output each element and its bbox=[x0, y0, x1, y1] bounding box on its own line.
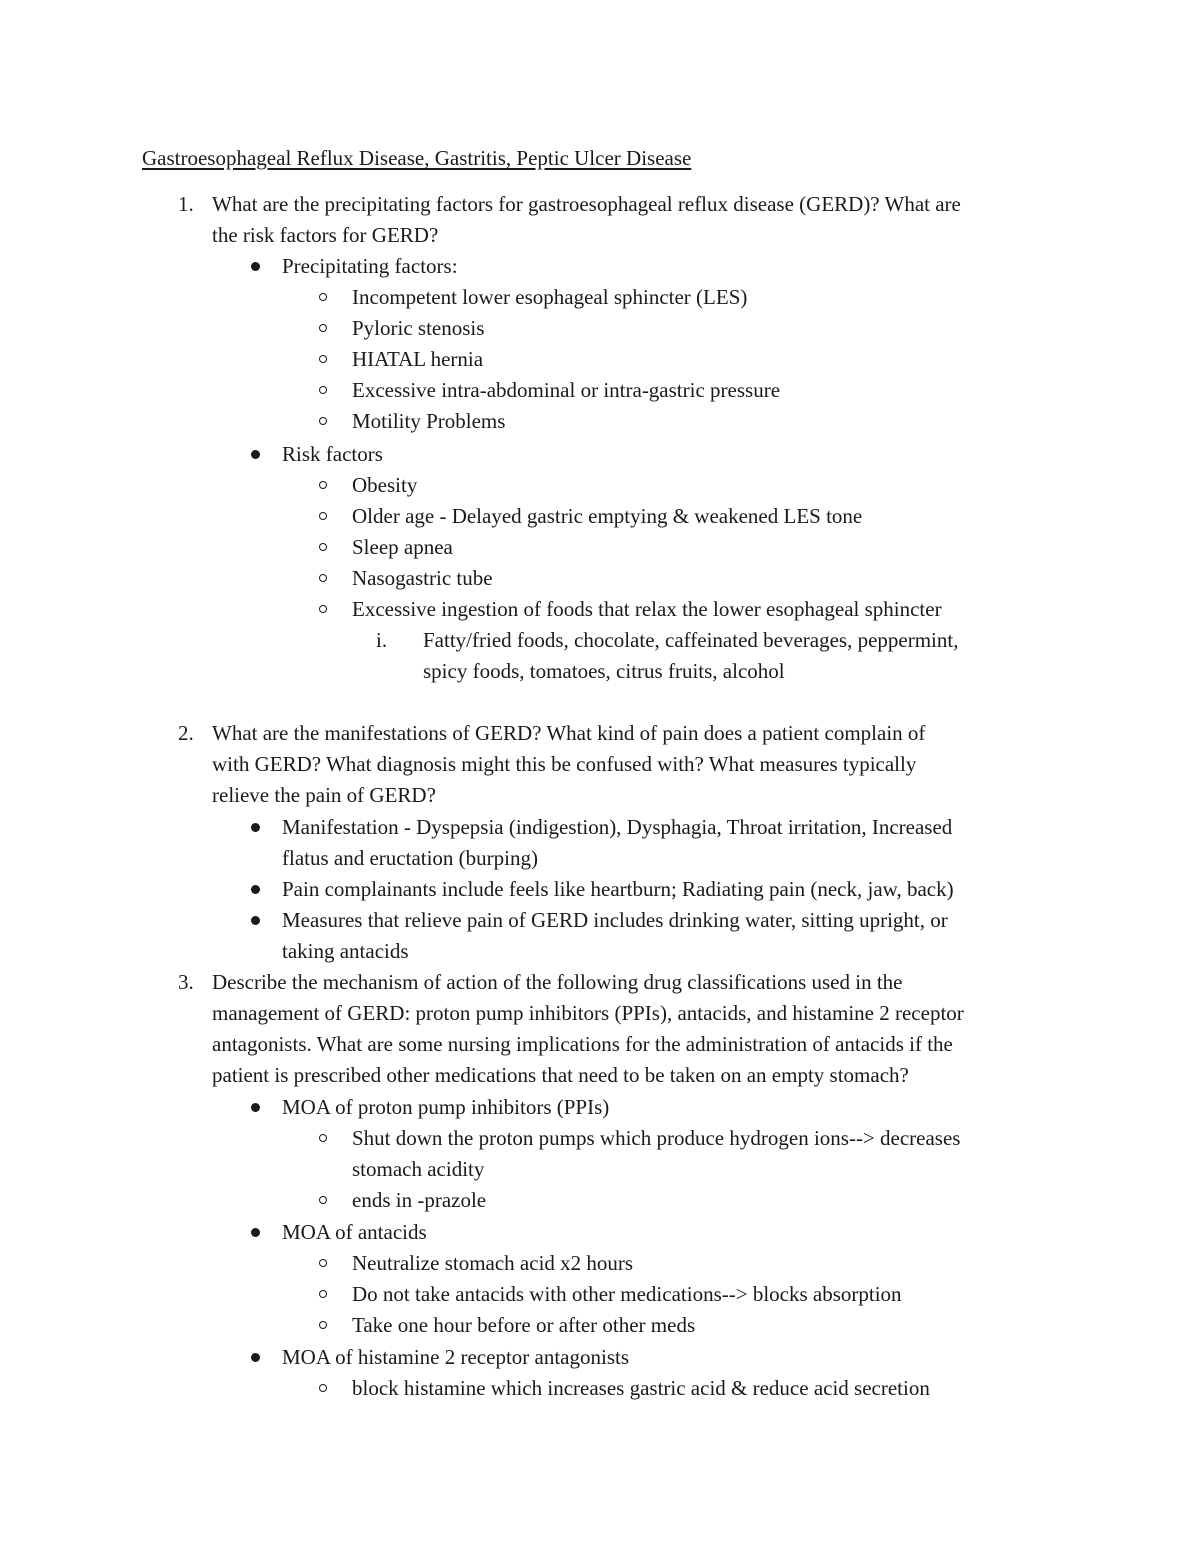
ppi-item-1-line-1: Shut down the proton pumps which produce hydrogen ions--> decreases bbox=[352, 1126, 961, 1150]
circle-bullet-icon bbox=[319, 1290, 327, 1298]
circle-bullet-icon bbox=[319, 1196, 327, 1204]
question-3-text-line-3: antagonists. What are some nursing implications for the administration of antacids if the bbox=[212, 1032, 953, 1056]
manifestation-line-1: Manifestation - Dyspepsia (indigestion), Dysphagia, Throat irritation, Increased bbox=[282, 815, 953, 839]
antacid-label: MOA of antacids bbox=[282, 1220, 427, 1244]
h2-item-1: block histamine which increases gastric acid & reduce acid secretion bbox=[352, 1376, 930, 1400]
circle-bullet-icon bbox=[319, 605, 327, 613]
circle-bullet-icon bbox=[319, 324, 327, 332]
risk-item-2: Older age - Delayed gastric emptying & weakened LES tone bbox=[352, 504, 863, 528]
circle-bullet-icon bbox=[319, 1134, 327, 1142]
question-1-text-line-1: What are the precipitating factors for gastroesophageal reflux disease (GERD)? What are bbox=[212, 192, 961, 216]
question-3-text-line-4: patient is prescribed other medications that need to be taken on an empty stomach? bbox=[212, 1063, 909, 1087]
circle-bullet-icon bbox=[319, 293, 327, 301]
circle-bullet-icon bbox=[319, 386, 327, 394]
antacid-item-2: Do not take antacids with other medications--> blocks absorption bbox=[352, 1282, 902, 1306]
bullet-icon bbox=[251, 450, 260, 459]
bullet-icon bbox=[251, 1228, 260, 1237]
question-3-text-line-1: Describe the mechanism of action of the following drug classifications used in the bbox=[212, 970, 903, 994]
precip-item-2: Pyloric stenosis bbox=[352, 316, 485, 340]
relief-measures-line-1: Measures that relieve pain of GERD includes drinking water, sitting upright, or bbox=[282, 908, 948, 932]
question-3-text-line-2: management of GERD: proton pump inhibitors (PPIs), antacids, and histamine 2 receptor bbox=[212, 1001, 964, 1025]
manifestation-line-2: flatus and eructation (burping) bbox=[282, 846, 538, 870]
food-list-line-1: Fatty/fried foods, chocolate, caffeinated beverages, peppermint, bbox=[423, 628, 959, 652]
risk-item-1: Obesity bbox=[352, 473, 418, 497]
precip-item-4: Excessive intra-abdominal or intra-gastric pressure bbox=[352, 378, 781, 402]
ppi-label: MOA of proton pump inhibitors (PPIs) bbox=[282, 1095, 610, 1119]
relief-measures-line-2: taking antacids bbox=[282, 939, 409, 963]
bullet-icon bbox=[251, 885, 260, 894]
document-title: Gastroesophageal Reflux Disease, Gastritis, Peptic Ulcer Disease bbox=[142, 146, 692, 170]
circle-bullet-icon bbox=[319, 1259, 327, 1267]
circle-bullet-icon bbox=[319, 543, 327, 551]
question-3-number: 3. bbox=[178, 970, 194, 994]
question-1-number: 1. bbox=[178, 192, 194, 216]
antacid-item-1: Neutralize stomach acid x2 hours bbox=[352, 1251, 634, 1275]
circle-bullet-icon bbox=[319, 481, 327, 489]
risk-item-4: Nasogastric tube bbox=[352, 566, 493, 590]
question-2-text-line-1: What are the manifestations of GERD? What kind of pain does a patient complain of bbox=[212, 721, 926, 745]
precipitating-factors-label: Precipitating factors: bbox=[282, 254, 458, 278]
risk-item-3: Sleep apnea bbox=[352, 535, 453, 559]
question-2-text-line-2: with GERD? What diagnosis might this be confused with? What measures typically bbox=[212, 752, 917, 776]
h2-label: MOA of histamine 2 receptor antagonists bbox=[282, 1345, 630, 1369]
circle-bullet-icon bbox=[319, 1321, 327, 1329]
circle-bullet-icon bbox=[319, 417, 327, 425]
ppi-item-2: ends in -prazole bbox=[352, 1188, 487, 1212]
bullet-icon bbox=[251, 262, 260, 271]
circle-bullet-icon bbox=[319, 574, 327, 582]
bullet-icon bbox=[251, 1353, 260, 1362]
pain-complaint-line: Pain complainants include feels like heartburn; Radiating pain (neck, jaw, back) bbox=[282, 877, 954, 901]
bullet-icon bbox=[251, 1103, 260, 1112]
ppi-item-1-line-2: stomach acidity bbox=[352, 1157, 485, 1181]
circle-bullet-icon bbox=[319, 512, 327, 520]
question-2-number: 2. bbox=[178, 721, 194, 745]
roman-marker: i. bbox=[376, 628, 388, 652]
bullet-icon bbox=[251, 916, 260, 925]
precip-item-5: Motility Problems bbox=[352, 409, 506, 433]
risk-item-5: Excessive ingestion of foods that relax the lower esophageal sphincter bbox=[352, 597, 942, 621]
precip-item-3: HIATAL hernia bbox=[352, 347, 484, 371]
question-2-text-line-3: relieve the pain of GERD? bbox=[212, 783, 436, 807]
food-list-line-2: spicy foods, tomatoes, citrus fruits, alcohol bbox=[423, 659, 785, 683]
bullet-icon bbox=[251, 823, 260, 832]
circle-bullet-icon bbox=[319, 355, 327, 363]
circle-bullet-icon bbox=[319, 1384, 327, 1392]
antacid-item-3: Take one hour before or after other meds bbox=[352, 1313, 696, 1337]
question-1-text-line-2: the risk factors for GERD? bbox=[212, 223, 439, 247]
risk-factors-label: Risk factors bbox=[282, 442, 383, 466]
precip-item-1: Incompetent lower esophageal sphincter (LES) bbox=[352, 285, 748, 309]
